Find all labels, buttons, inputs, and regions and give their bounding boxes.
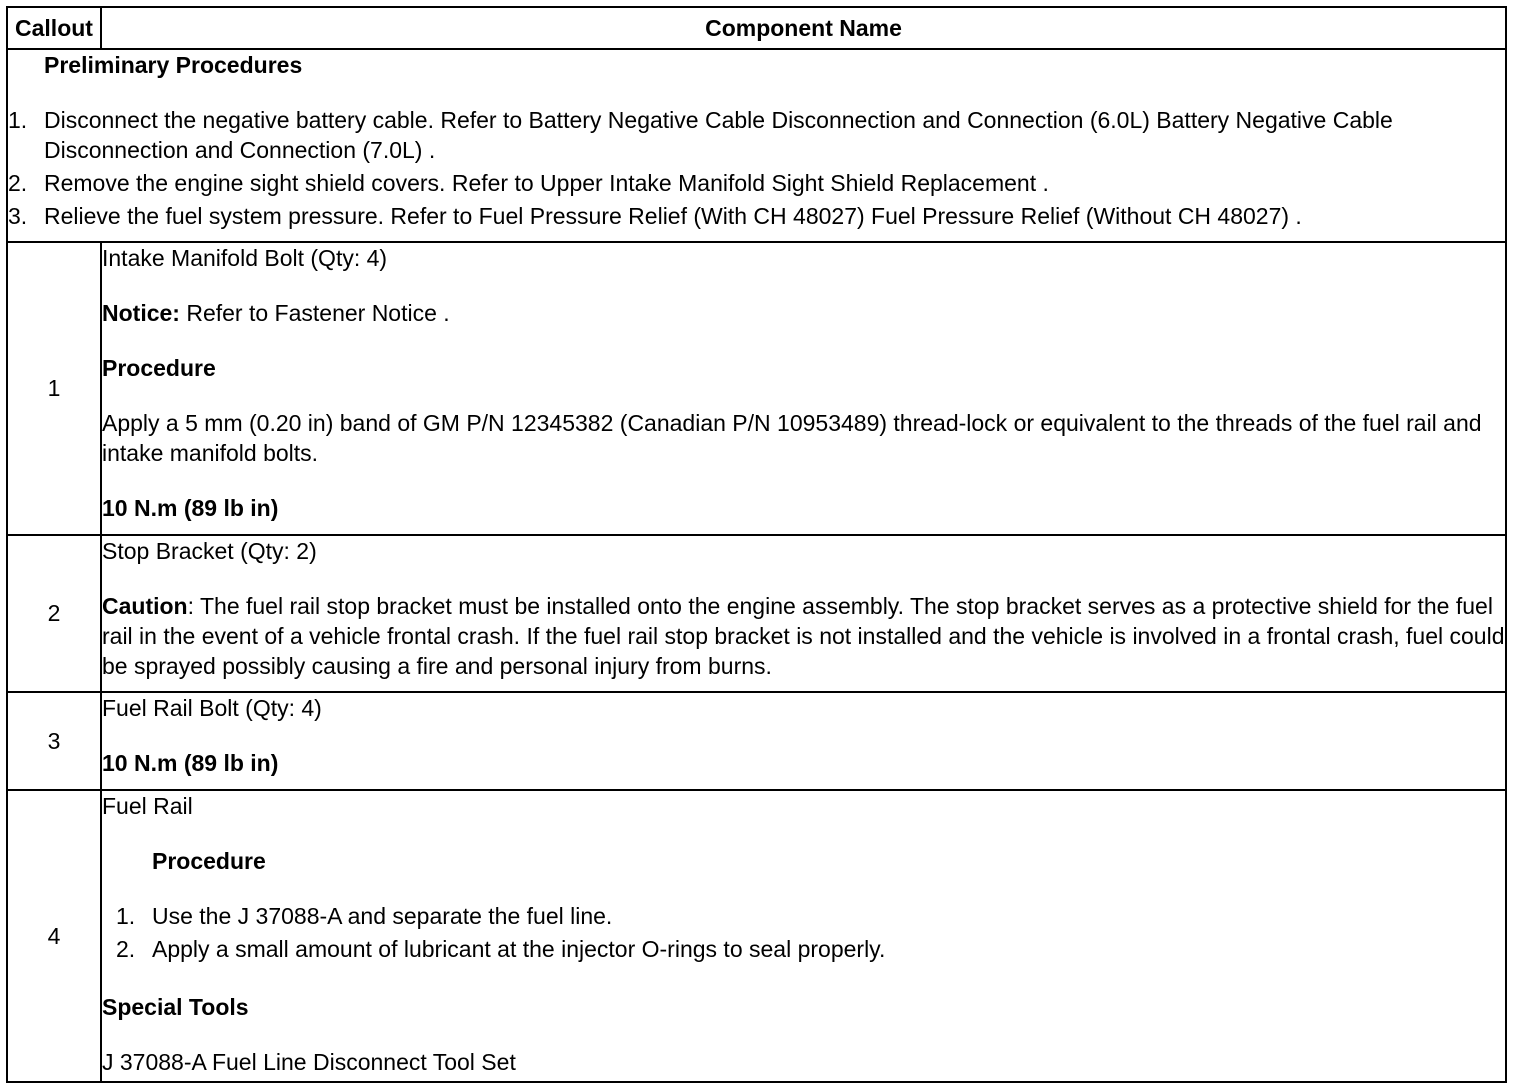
step-text: Remove the engine sight shield covers. Refer to Upper Intake Manifold Sight Shield Replacement . xyxy=(44,170,1049,196)
notice-label: Notice: xyxy=(102,300,180,326)
list-item xyxy=(116,901,1505,931)
component-name: Fuel Rail Bolt (Qty: 4) xyxy=(102,695,322,721)
table-row xyxy=(7,790,1506,1082)
component-cell xyxy=(101,790,1506,1082)
callout-header: Callout xyxy=(7,7,101,49)
notice-text: Refer to Fastener Notice . xyxy=(179,300,450,326)
step-text: Relieve the fuel system pressure. Refer to Fuel Pressure Relief (With CH 48027) Fuel Pressure Relief (Without CH 48027) . xyxy=(44,203,1302,229)
component-name: Intake Manifold Bolt (Qty: 4) xyxy=(102,245,388,271)
table-row xyxy=(7,242,1506,535)
step-text: Apply a small amount of lubricant at the injector O-rings to seal properly. xyxy=(152,936,886,962)
step-number: 1. xyxy=(116,903,136,929)
component-cell xyxy=(101,692,1506,790)
component-name-header: Component Name xyxy=(101,7,1506,49)
caution-text: : The fuel rail stop bracket must be installed onto the engine assembly. The stop bracket serves as a protective shield for the fuel rail in the event of a vehicle frontal crash. If the fuel rail stop bracket is not installed and the vehicle is involved in a frontal crash, fuel could be sprayed possibly causing a fire and personal injury from burns. xyxy=(102,593,1505,679)
procedure-label: Procedure xyxy=(102,355,216,381)
step-text: Disconnect the negative battery cable. Refer to Battery Negative Cable Disconnection and Connection (6.0L) Battery Negative Cable Disconnection and Connection (7.0L) . xyxy=(44,107,1393,163)
torque-spec: 10 N.m (89 lb in) xyxy=(102,750,279,776)
notice-line xyxy=(102,298,1505,328)
torque-spec: 10 N.m (89 lb in) xyxy=(102,495,279,521)
special-tools-label: Special Tools xyxy=(102,994,249,1020)
component-name: Stop Bracket (Qty: 2) xyxy=(102,538,317,564)
component-table xyxy=(6,6,1507,1083)
procedure-steps xyxy=(102,901,1505,964)
step-number: 1. xyxy=(8,107,28,133)
step-number: 3. xyxy=(8,203,28,229)
callout-number: 4 xyxy=(7,790,101,1082)
preliminary-steps xyxy=(8,105,1505,231)
preliminary-cell xyxy=(7,49,1506,242)
callout-number: 2 xyxy=(7,535,101,692)
list-item xyxy=(8,201,1505,231)
component-cell xyxy=(101,535,1506,692)
step-number: 2. xyxy=(8,170,28,196)
table-header-row xyxy=(7,7,1506,49)
special-tools-text: J 37088-A Fuel Line Disconnect Tool Set xyxy=(102,1049,516,1075)
component-name: Fuel Rail xyxy=(102,793,193,819)
table-row xyxy=(7,535,1506,692)
caution-line xyxy=(102,591,1505,681)
caution-label: Caution xyxy=(102,593,188,619)
list-item xyxy=(116,934,1505,964)
callout-number: 1 xyxy=(7,242,101,535)
component-cell xyxy=(101,242,1506,535)
procedure-text: Apply a 5 mm (0.20 in) band of GM P/N 12345382 (Canadian P/N 10953489) thread-lock or equivalent to the threads of the fuel rail and intake manifold bolts. xyxy=(102,410,1482,466)
procedure-label: Procedure xyxy=(152,848,266,874)
preliminary-heading: Preliminary Procedures xyxy=(44,52,303,78)
step-text: Use the J 37088-A and separate the fuel line. xyxy=(152,903,613,929)
preliminary-row xyxy=(7,49,1506,242)
table-row xyxy=(7,692,1506,790)
list-item xyxy=(8,168,1505,198)
list-item xyxy=(8,105,1505,165)
callout-number: 3 xyxy=(7,692,101,790)
step-number: 2. xyxy=(116,936,136,962)
